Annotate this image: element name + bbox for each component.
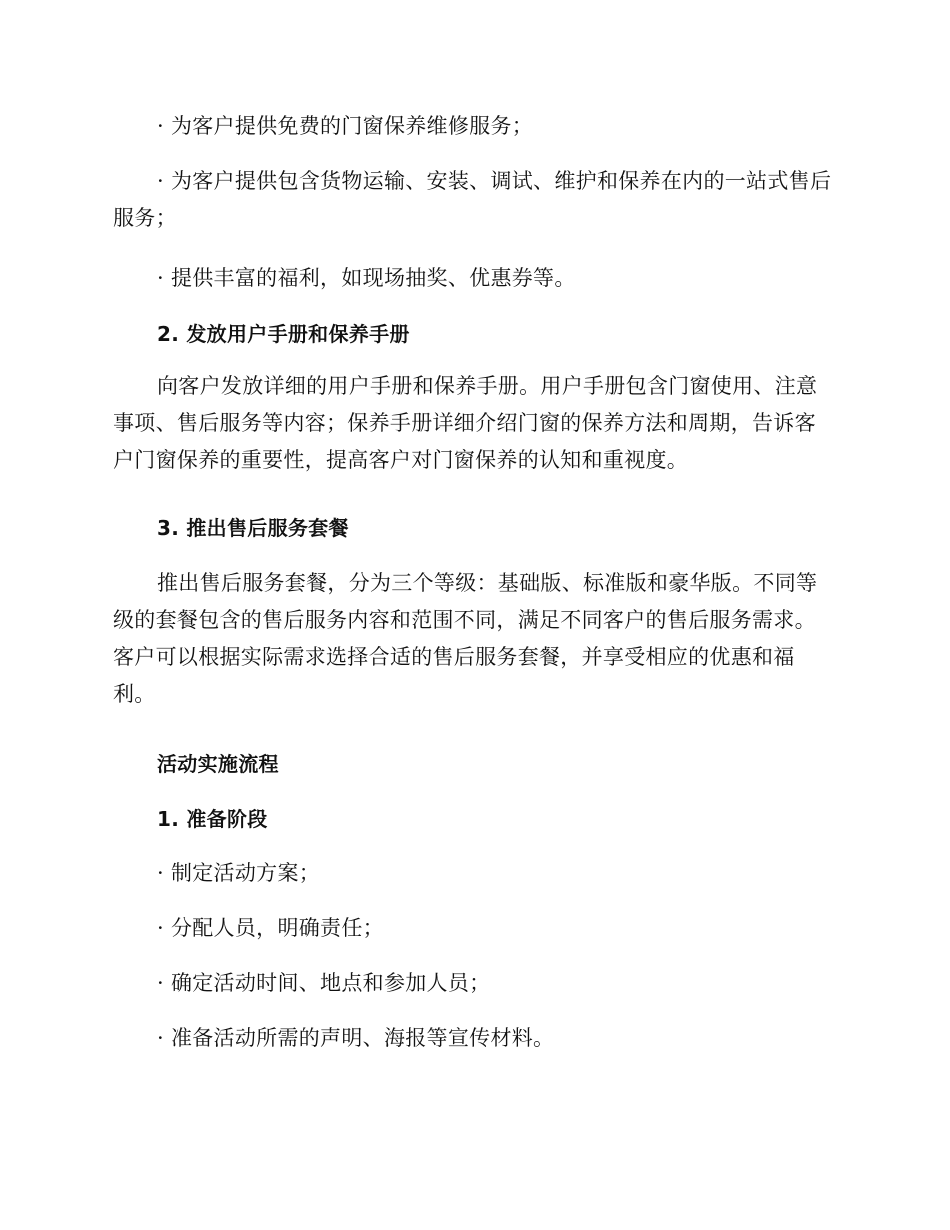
section-3-heading: 3. 推出售后服务套餐: [157, 516, 349, 540]
stage-1-heading: 1. 准备阶段: [157, 807, 268, 831]
bullet-free-maintenance: · 为客户提供免费的门窗保养维修服务；: [157, 114, 534, 138]
process-heading: 活动实施流程: [157, 752, 279, 776]
stage-1-bullet-plan: · 制定活动方案；: [157, 861, 321, 885]
stage-1-bullet-staff: · 分配人员，明确责任；: [157, 916, 384, 940]
section-2-heading: 2. 发放用户手册和保养手册: [157, 322, 410, 346]
stage-1-bullet-schedule: · 确定活动时间、地点和参加人员；: [157, 971, 491, 995]
section-3-paragraph: 推出售后服务套餐，分为三个等级：基础版、标准版和豪华版。不同等级的套餐包含的售后服务内容和范围不同，满足不同客户的售后服务需求。客户可以根据实际需求选择合适的售后服务套餐，并享受相应的优惠和福利。: [113, 571, 818, 706]
bullet-one-stop-service: · 为客户提供包含货物运输、安装、调试、维护和保养在内的一站式售后服务；: [113, 169, 832, 230]
stage-1-bullet-materials: · 准备活动所需的声明、海报等宣传材料。: [157, 1026, 555, 1050]
section-2-paragraph: 向客户发放详细的用户手册和保养手册。用户手册包含门窗使用、注意事项、售后服务等内容；保养手册详细介绍门窗的保养方法和周期，告诉客户门窗保养的重要性，提高客户对门窗保养的认知和重视度。: [113, 374, 818, 472]
bullet-benefits: · 提供丰富的福利，如现场抽奖、优惠券等。: [157, 266, 576, 290]
